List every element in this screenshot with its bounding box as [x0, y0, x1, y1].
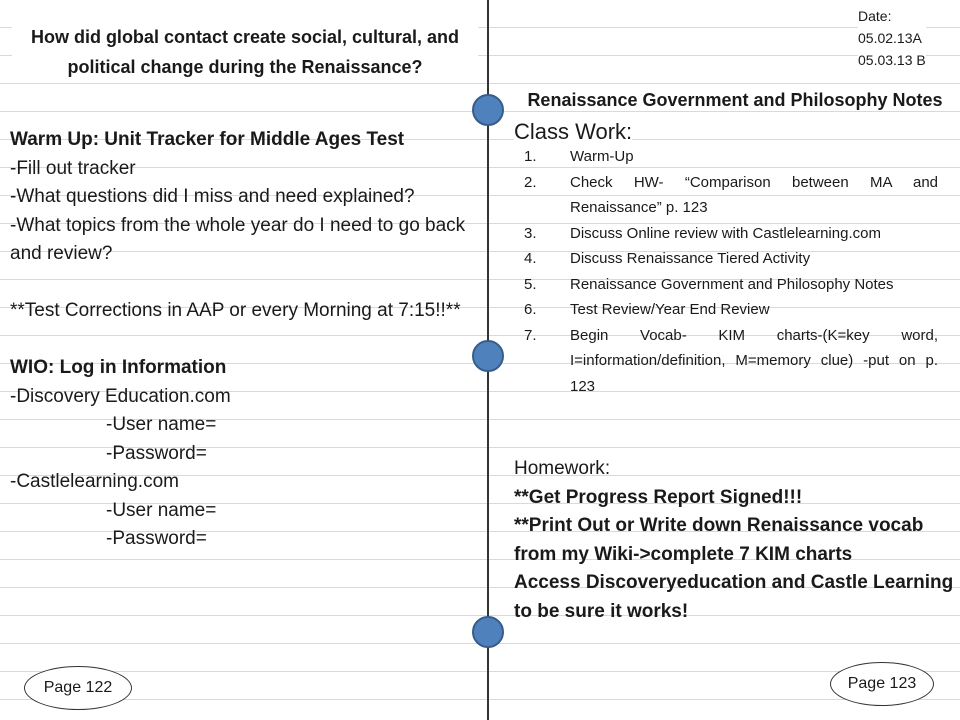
wio-password: -Password=: [106, 442, 207, 464]
wio-password: -Password=: [106, 528, 207, 549]
notes-title: Renaissance Government and Philosophy Notes: [527, 90, 943, 110]
homework-line: **Print Out or Write down Renaissance vocab from my Wiki->complete 7 KIM charts: [514, 515, 924, 565]
warmup-heading: Warm Up: Unit Tracker for Middle Ages Test: [10, 129, 405, 150]
list-item: 2. Check HW- “Comparison between MA and Renaissance” p. 123: [524, 173, 938, 216]
binder-ring-top: [472, 94, 504, 126]
homework-line: Access Discoveryeducation and Castle Learning to be sure it works!: [514, 572, 954, 622]
classwork-list: [518, 144, 938, 399]
warmup-line: -Fill out tracker: [10, 157, 136, 179]
list-item: 6. Test Review/Year End Review: [524, 301, 770, 318]
wio-username: -User name=: [106, 414, 217, 435]
warmup-line: -What questions did I miss and need explained?: [10, 186, 415, 207]
date-b: 05.03.13 B: [858, 52, 926, 68]
date-a: 05.02.13A: [858, 30, 922, 46]
essential-question: How did global contact create social, cultural, and political change during the Renaissance?: [12, 22, 478, 82]
list-item: 7. Begin Vocab- KIM charts-(K=key word, I=information/definition, M=memory clue) -put on p. 123: [524, 326, 938, 395]
date-label: Date:: [858, 8, 892, 24]
list-item: 1. Warm-Up: [524, 148, 634, 165]
homework-heading: Homework: [514, 458, 605, 479]
classwork-heading: Class Work:: [514, 119, 633, 144]
binder-ring-bottom: [472, 616, 504, 648]
test-corrections-note: **Test Corrections in AAP or every Morning at 7:15!!**: [10, 300, 461, 321]
wio-heading: WIO: Log in Information: [10, 357, 227, 378]
wio-username: -User name=: [106, 499, 217, 521]
homework-section: [514, 455, 954, 626]
date-block: [858, 5, 926, 71]
wio-site: -Castlelearning.com: [10, 471, 179, 492]
page-number-right: Page 123: [830, 662, 934, 706]
wio-site: -Discovery Education.com: [10, 385, 231, 407]
homework-colon: :: [604, 458, 611, 479]
list-item: 3. Discuss Online review with Castlelearning.com: [524, 224, 881, 242]
list-item: 4. Discuss Renaissance Tiered Activity: [524, 250, 811, 267]
left-page-content: [10, 126, 482, 554]
list-item: 5. Renaissance Government and Philosophy Notes: [524, 275, 894, 293]
warmup-line: -What topics from the whole year do I need to go back and review?: [10, 214, 466, 264]
homework-line: **Get Progress Report Signed!!!: [514, 486, 803, 508]
page-number-left: Page 122: [24, 666, 132, 710]
